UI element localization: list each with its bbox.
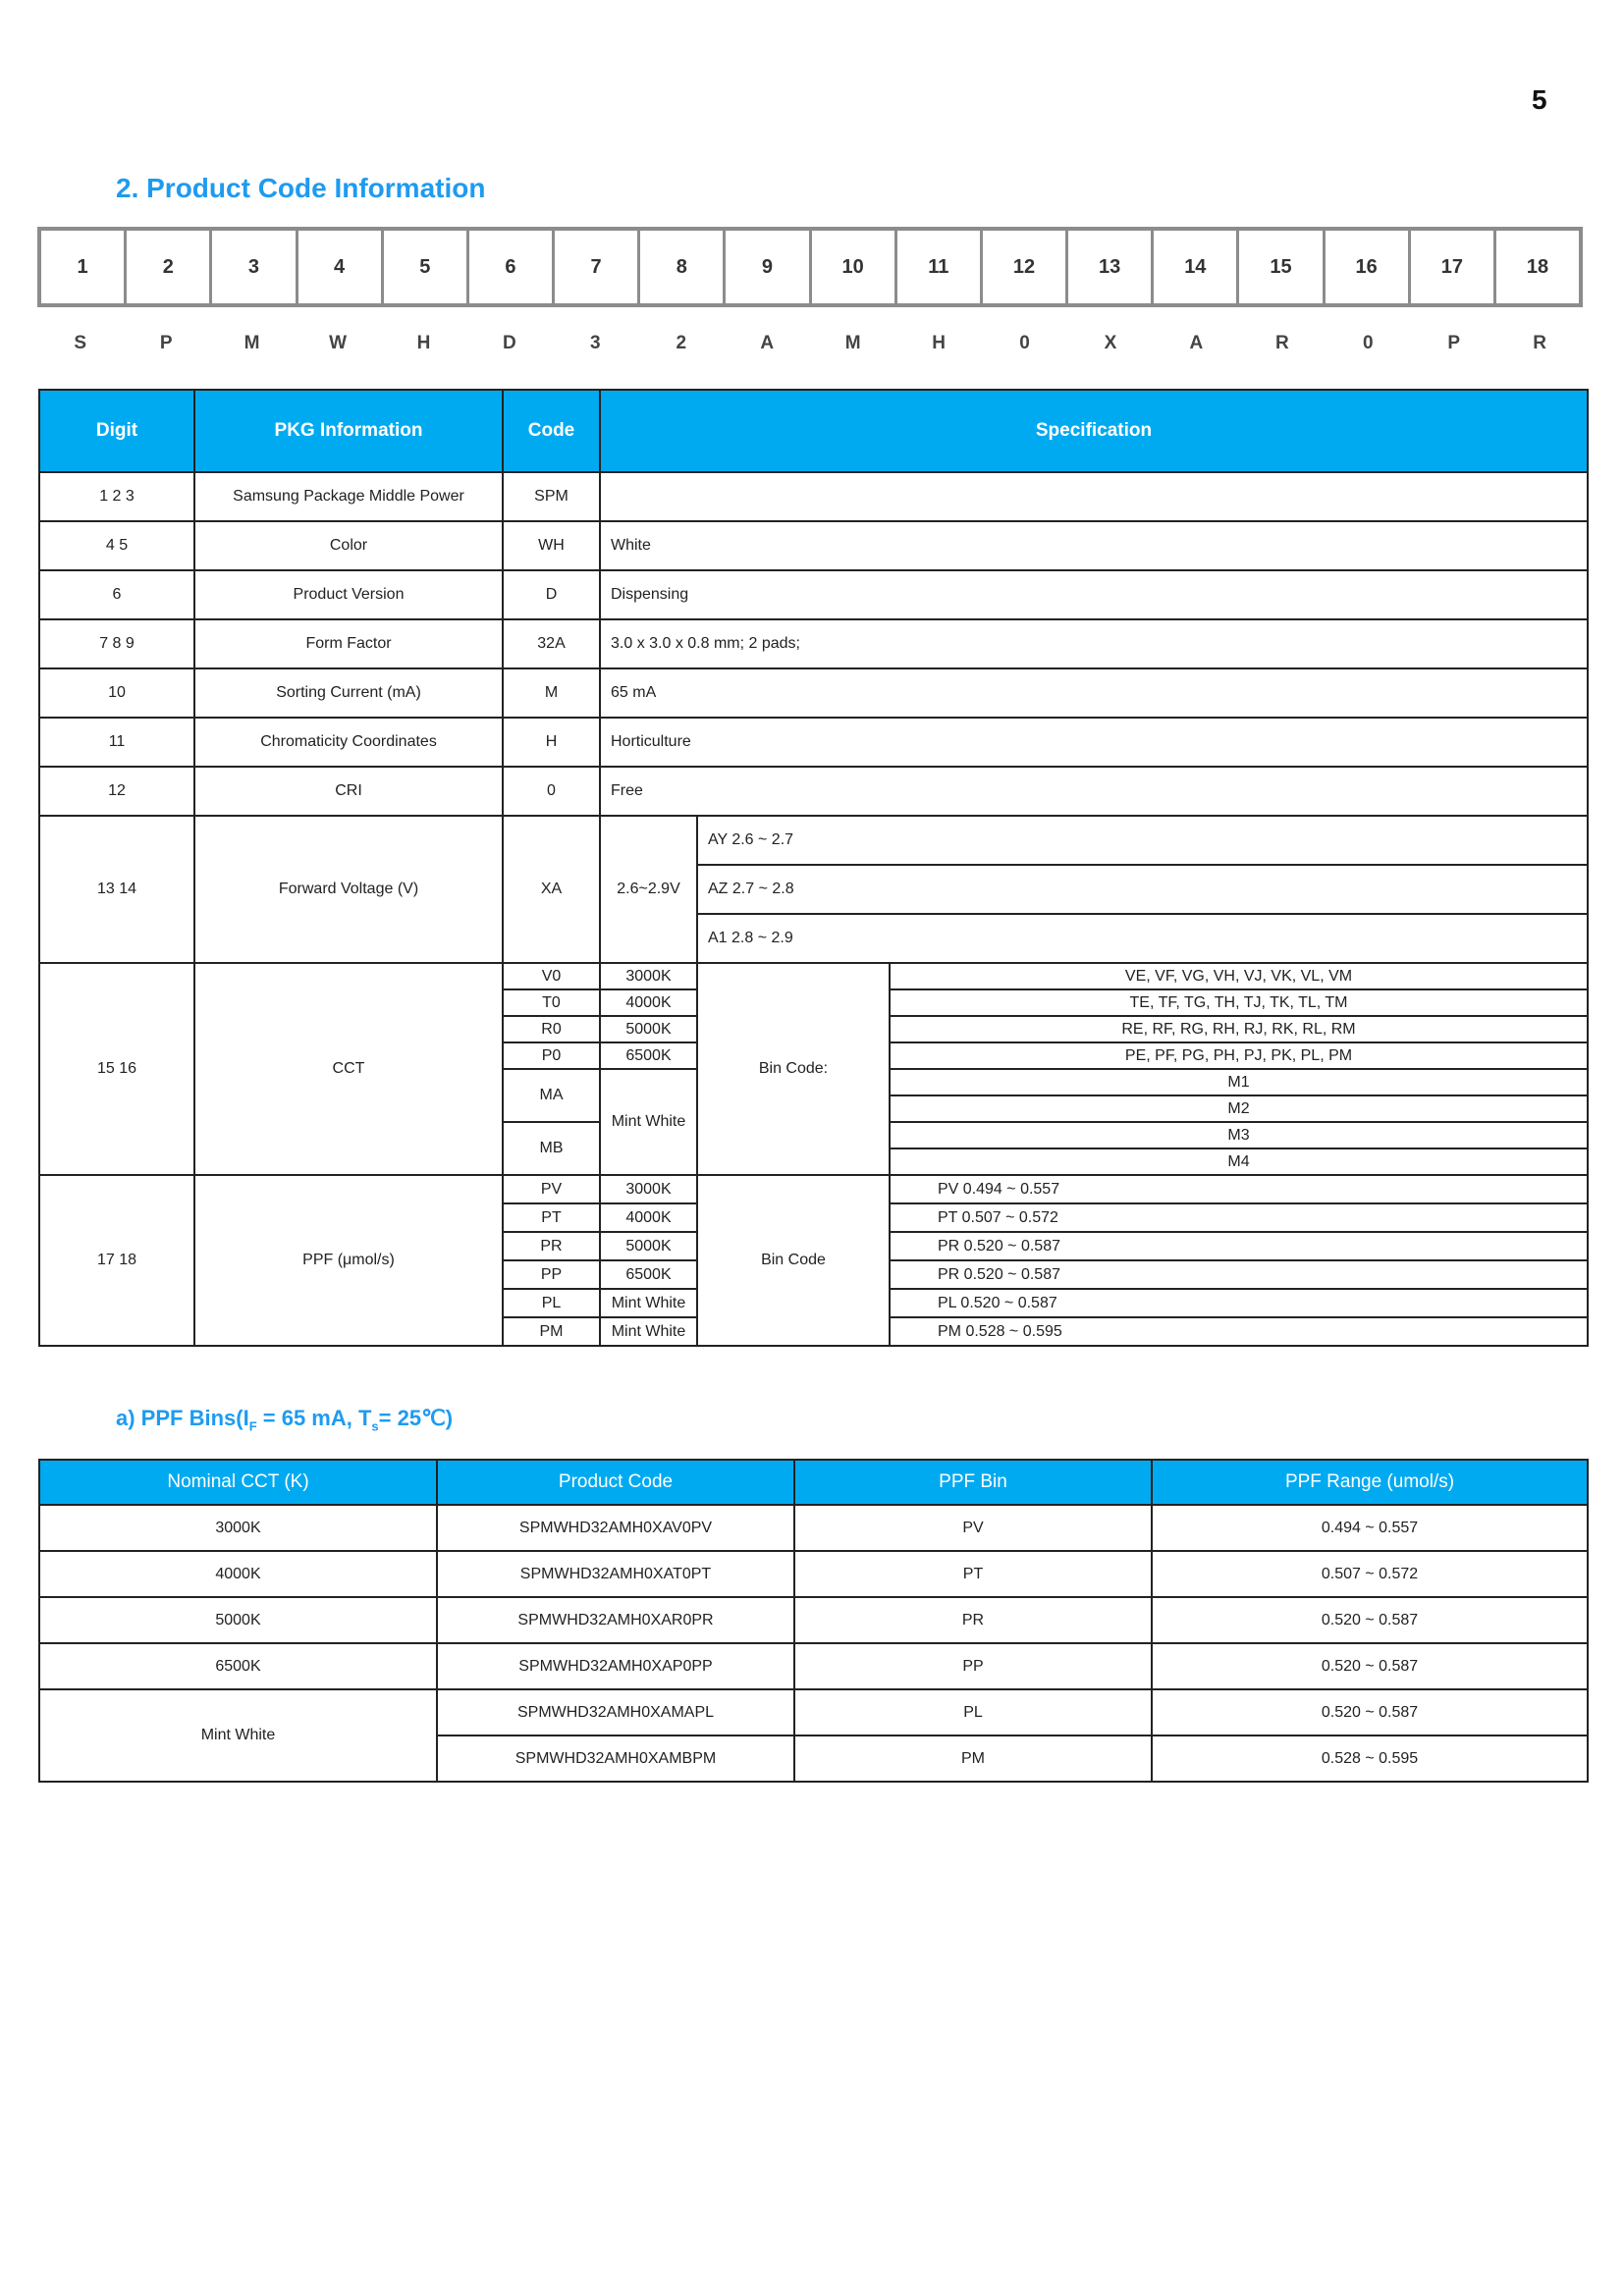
digit-position: 1 xyxy=(41,231,127,303)
ppf-bins-cell: PR 0.520 ~ 0.587 xyxy=(890,1260,1588,1289)
product-code-cell: SPMWHD32AMH0XAT0PT xyxy=(437,1551,794,1597)
code-character: 0 xyxy=(1362,333,1374,353)
digit-position: 11 xyxy=(897,231,983,303)
cct-cell: 6500K xyxy=(39,1643,437,1689)
product-code-cell: SPMWHD32AMH0XAMAPL xyxy=(437,1689,794,1735)
code-character: W xyxy=(329,333,347,353)
header-digit: Digit xyxy=(39,390,194,472)
code-cell: XA xyxy=(503,816,600,963)
code-cell: R0 xyxy=(503,1016,600,1042)
ppf-bin-cell: PL xyxy=(794,1689,1152,1735)
voltage-bin-cell: AY 2.6 ~ 2.7 xyxy=(697,816,1588,865)
digit-cell: 13 14 xyxy=(39,816,194,963)
digit-position: 12 xyxy=(983,231,1068,303)
digit-position: 16 xyxy=(1326,231,1411,303)
cct-value-cell: 5000K xyxy=(600,1016,697,1042)
digit-position: 6 xyxy=(469,231,555,303)
cct-cell: 4000K xyxy=(39,1551,437,1597)
product-code-cell: SPMWHD32AMH0XAR0PR xyxy=(437,1597,794,1643)
spec-cell: Dispensing xyxy=(600,570,1588,619)
cct-bins-cell: PE, PF, PG, PH, PJ, PK, PL, PM xyxy=(890,1042,1588,1069)
code-character: R xyxy=(1274,333,1289,353)
cct-value-cell: 3000K xyxy=(600,963,697,989)
pkg-cell: Forward Voltage (V) xyxy=(194,816,503,963)
code-character: H xyxy=(416,333,431,353)
ppf-bins-cell: PL 0.520 ~ 0.587 xyxy=(890,1289,1588,1317)
pkg-cell: Product Version xyxy=(194,570,503,619)
code-character: P xyxy=(159,333,173,353)
product-code-table xyxy=(38,389,1589,1347)
code-cell: V0 xyxy=(503,963,600,989)
code-character: M xyxy=(244,333,260,353)
code-character: H xyxy=(932,333,946,353)
header-ppf-bin: PPF Bin xyxy=(794,1460,1152,1505)
spec-cell: Horticulture xyxy=(600,718,1588,767)
code-cell: 32A xyxy=(503,619,600,668)
cct-bins-cell: M1 xyxy=(890,1069,1588,1095)
code-cell: WH xyxy=(503,521,600,570)
code-cell: MB xyxy=(503,1122,600,1175)
cct-bins-cell: VE, VF, VG, VH, VJ, VK, VL, VM xyxy=(890,963,1588,989)
ppf-bin-cell: PV xyxy=(794,1505,1152,1551)
table-row xyxy=(39,570,1588,619)
voltage-bin-cell: AZ 2.7 ~ 2.8 xyxy=(697,865,1588,914)
ppf-value-cell: 5000K xyxy=(600,1232,697,1260)
code-cell: T0 xyxy=(503,989,600,1016)
pkg-cell: Chromaticity Coordinates xyxy=(194,718,503,767)
bin-code-label: Bin Code xyxy=(697,1175,890,1346)
ppf-bins-cell: PM 0.528 ~ 0.595 xyxy=(890,1317,1588,1346)
cct-bins-cell: RE, RF, RG, RH, RJ, RK, RL, RM xyxy=(890,1016,1588,1042)
spec-cell: Free xyxy=(600,767,1588,816)
cct-bins-cell: M2 xyxy=(890,1095,1588,1122)
cct-value-cell: Mint White xyxy=(600,1069,697,1175)
table-row xyxy=(39,619,1588,668)
voltage-bin-cell: A1 2.8 ~ 2.9 xyxy=(697,914,1588,963)
digit-cell: 4 5 xyxy=(39,521,194,570)
ppf-bins-title xyxy=(116,1406,453,1433)
spec-cell: 3.0 x 3.0 x 0.8 mm; 2 pads; xyxy=(600,619,1588,668)
ppf-range-cell: 0.528 ~ 0.595 xyxy=(1152,1735,1588,1782)
header-product-code: Product Code xyxy=(437,1460,794,1505)
code-cell: PR xyxy=(503,1232,600,1260)
ppf-value-cell: 3000K xyxy=(600,1175,697,1203)
ppf-bin-cell: PM xyxy=(794,1735,1152,1782)
code-cell: H xyxy=(503,718,600,767)
pkg-cell: Samsung Package Middle Power xyxy=(194,472,503,521)
spec-cell: White xyxy=(600,521,1588,570)
header-ppf-range: PPF Range (umol/s) xyxy=(1152,1460,1588,1505)
digit-position: 5 xyxy=(384,231,469,303)
table-row xyxy=(39,521,1588,570)
ppf-value-cell: Mint White xyxy=(600,1317,697,1346)
digit-position: 10 xyxy=(812,231,897,303)
ppf-range-cell: 0.520 ~ 0.587 xyxy=(1152,1597,1588,1643)
cct-cell: 3000K xyxy=(39,1505,437,1551)
header-pkg-information: PKG Information xyxy=(194,390,503,472)
pkg-cell: CCT xyxy=(194,963,503,1175)
digit-position-strip xyxy=(37,227,1583,307)
code-character: A xyxy=(1189,333,1204,353)
code-character: D xyxy=(503,333,516,353)
code-cell: M xyxy=(503,668,600,718)
table-row xyxy=(39,816,1588,865)
product-code-cell: SPMWHD32AMH0XAMBPM xyxy=(437,1735,794,1782)
digit-position: 4 xyxy=(298,231,384,303)
digit-position: 13 xyxy=(1068,231,1154,303)
table-row xyxy=(39,767,1588,816)
page-number: 5 xyxy=(1532,84,1547,115)
title-part: a) PPF Bins(I xyxy=(116,1406,249,1430)
digit-position: 9 xyxy=(726,231,811,303)
table-row xyxy=(39,1505,1588,1551)
pkg-cell: PPF (μmol/s) xyxy=(194,1175,503,1346)
ppf-bin-cell: PT xyxy=(794,1551,1152,1597)
digit-position: 18 xyxy=(1526,255,1549,278)
ppf-bins-cell: PR 0.520 ~ 0.587 xyxy=(890,1232,1588,1260)
digit-cell: 10 xyxy=(39,668,194,718)
cct-bins-cell: M3 xyxy=(890,1122,1588,1148)
ppf-range-cell: 0.507 ~ 0.572 xyxy=(1152,1551,1588,1597)
code-character: S xyxy=(74,333,87,353)
table-row xyxy=(39,668,1588,718)
code-character: 2 xyxy=(676,333,687,353)
code-character: P xyxy=(1447,333,1461,353)
ppf-bins-cell: PV 0.494 ~ 0.557 xyxy=(890,1175,1588,1203)
pkg-cell: Color xyxy=(194,521,503,570)
cct-value-cell: 4000K xyxy=(600,989,697,1016)
code-cell: MA xyxy=(503,1069,600,1122)
code-cell: PV xyxy=(503,1175,600,1203)
code-character: A xyxy=(760,333,775,353)
digit-position: 8 xyxy=(640,231,726,303)
ppf-bins-cell: PT 0.507 ~ 0.572 xyxy=(890,1203,1588,1232)
voltage-range-cell: 2.6~2.9V xyxy=(600,816,697,963)
pkg-cell: CRI xyxy=(194,767,503,816)
digit-cell: 12 xyxy=(39,767,194,816)
ppf-value-cell: 6500K xyxy=(600,1260,697,1289)
digit-cell: 7 8 9 xyxy=(39,619,194,668)
cct-bins-cell: TE, TF, TG, TH, TJ, TK, TL, TM xyxy=(890,989,1588,1016)
code-cell: D xyxy=(503,570,600,619)
digit-position: 14 xyxy=(1154,231,1239,303)
table-row xyxy=(39,718,1588,767)
code-cell: PL xyxy=(503,1289,600,1317)
digit-cell: 15 16 xyxy=(39,963,194,1175)
digit-position: 2 xyxy=(127,231,212,303)
pkg-cell: Sorting Current (mA) xyxy=(194,668,503,718)
code-cell: PM xyxy=(503,1317,600,1346)
title-part: = 25℃) xyxy=(378,1406,454,1430)
spec-cell: 65 mA xyxy=(600,668,1588,718)
digit-cell: 6 xyxy=(39,570,194,619)
code-cell: PT xyxy=(503,1203,600,1232)
code-character: X xyxy=(1104,333,1117,353)
section-title: 2. Product Code Information xyxy=(116,173,486,203)
table-row xyxy=(39,1643,1588,1689)
spec-cell xyxy=(600,472,1588,521)
table-row xyxy=(39,1175,1588,1203)
ppf-bins-table xyxy=(38,1459,1589,1783)
code-cell: PP xyxy=(503,1260,600,1289)
ppf-bin-cell: PR xyxy=(794,1597,1152,1643)
digit-position: 17 xyxy=(1411,231,1496,303)
table-row xyxy=(39,1597,1588,1643)
cct-cell: 5000K xyxy=(39,1597,437,1643)
digit-cell: 11 xyxy=(39,718,194,767)
header-nominal-cct: Nominal CCT (K) xyxy=(39,1460,437,1505)
ppf-bin-cell: PP xyxy=(794,1643,1152,1689)
cct-bins-cell: M4 xyxy=(890,1148,1588,1175)
table-row xyxy=(39,472,1588,521)
code-character: 0 xyxy=(1019,333,1030,353)
code-cell: SPM xyxy=(503,472,600,521)
ppf-value-cell: 4000K xyxy=(600,1203,697,1232)
pkg-cell: Form Factor xyxy=(194,619,503,668)
subscript: s xyxy=(371,1418,379,1434)
product-code-cell: SPMWHD32AMH0XAP0PP xyxy=(437,1643,794,1689)
cct-cell: Mint White xyxy=(39,1689,437,1782)
code-character: M xyxy=(844,333,861,353)
product-code-cell: SPMWHD32AMH0XAV0PV xyxy=(437,1505,794,1551)
table-row xyxy=(39,1551,1588,1597)
bin-code-label: Bin Code: xyxy=(697,963,890,1175)
header-code: Code xyxy=(503,390,600,472)
ppf-range-cell: 0.520 ~ 0.587 xyxy=(1152,1689,1588,1735)
code-character-strip xyxy=(37,329,1583,358)
ppf-range-cell: 0.520 ~ 0.587 xyxy=(1152,1643,1588,1689)
cct-value-cell: 6500K xyxy=(600,1042,697,1069)
code-cell: P0 xyxy=(503,1042,600,1069)
code-cell: 0 xyxy=(503,767,600,816)
digit-cell: 17 18 xyxy=(39,1175,194,1346)
digit-position: 15 xyxy=(1239,231,1325,303)
subscript: F xyxy=(248,1418,257,1434)
digit-position: 7 xyxy=(555,231,640,303)
header-specification: Specification xyxy=(600,390,1588,472)
digit-position: 3 xyxy=(212,231,298,303)
code-character: 3 xyxy=(590,333,601,353)
table-row xyxy=(39,963,1588,989)
title-part: = 65 mA, T xyxy=(256,1406,372,1430)
table-row xyxy=(39,1689,1588,1735)
ppf-range-cell: 0.494 ~ 0.557 xyxy=(1152,1505,1588,1551)
code-character: R xyxy=(1533,333,1547,353)
ppf-value-cell: Mint White xyxy=(600,1289,697,1317)
digit-cell: 1 2 3 xyxy=(39,472,194,521)
